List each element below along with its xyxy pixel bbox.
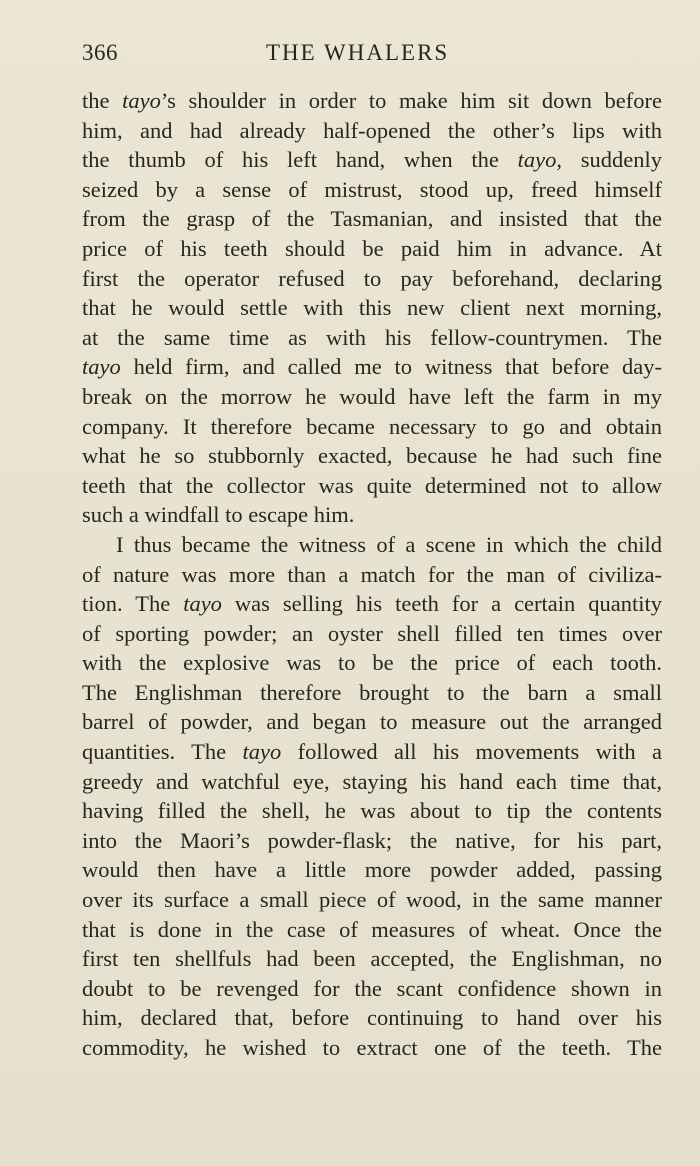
text-line: greedy and watchful eye, staying his hand each time that, bbox=[82, 768, 662, 794]
text-line: first the operator refused to pay beforehand, declaring bbox=[82, 265, 662, 291]
text-line: seized by a sense of mistrust, stood up, freed himself bbox=[82, 176, 662, 202]
text-line: The Englishman therefore brought to the barn a small bbox=[82, 679, 662, 705]
text-line: the thumb of his left hand, when the tayo, suddenly bbox=[82, 147, 663, 173]
text-line: doubt to be revenged for the scant confidence shown in bbox=[82, 975, 662, 1001]
page-header bbox=[82, 40, 662, 74]
text-line: commodity, he wished to extract one of the teeth. The bbox=[82, 1035, 662, 1060]
page-number: 366 bbox=[82, 40, 118, 65]
text-line: into the Maori’s powder-flask; the native, for his part, bbox=[82, 827, 662, 853]
running-head: THE WHALERS bbox=[266, 40, 450, 65]
text-line: the tayo’s shoulder in order to make him sit down before bbox=[82, 88, 662, 113]
text-line: at the same time as with his fellow-countrymen. The bbox=[82, 324, 662, 350]
text-line: would then have a little more powder added, passing bbox=[82, 857, 662, 883]
body-text bbox=[82, 86, 662, 1063]
text-line: teeth that the collector was quite determined not to allow bbox=[82, 472, 662, 498]
text-line: break on the morrow he would have left the farm in my bbox=[82, 383, 662, 409]
text-line: tayo held firm, and called me to witness that before day- bbox=[82, 354, 662, 380]
text-line: such a windfall to escape him. bbox=[82, 502, 355, 528]
text-line: him, declared that, before continuing to hand over his bbox=[82, 1005, 662, 1031]
text-line: having filled the shell, he was about to tip the contents bbox=[82, 798, 662, 824]
text-line: that he would settle with this new client next morning, bbox=[82, 295, 662, 321]
text-line: tion. The tayo was selling his teeth for a certain quantity bbox=[82, 591, 663, 617]
text-line: price of his teeth should be paid him in advance. At bbox=[82, 235, 662, 261]
text-line: from the grasp of the Tasmanian, and insisted that the bbox=[82, 206, 662, 232]
text-line: over its surface a small piece of wood, in the same manner bbox=[82, 887, 662, 913]
text-line: what he so stubbornly exacted, because he had such fine bbox=[82, 443, 662, 469]
text-line: him, and had already half-opened the other’s lips with bbox=[82, 117, 662, 143]
text-line: of nature was more than a match for the man of civiliza- bbox=[82, 561, 662, 587]
text-line: first ten shellfuls had been accepted, the Englishman, no bbox=[82, 946, 662, 972]
text-line: barrel of powder, and began to measure out the arranged bbox=[82, 709, 662, 735]
text-line: company. It therefore became necessary to go and obtain bbox=[82, 413, 662, 439]
text-line: of sporting powder; an oyster shell filled ten times over bbox=[82, 620, 662, 646]
text-line: quantities. The tayo followed all his movements with a bbox=[82, 739, 662, 765]
text-line: that is done in the case of measures of wheat. Once the bbox=[82, 916, 662, 942]
text-line: with the explosive was to be the price of each tooth. bbox=[82, 650, 662, 676]
text-line: I thus became the witness of a scene in which the child bbox=[116, 531, 662, 557]
